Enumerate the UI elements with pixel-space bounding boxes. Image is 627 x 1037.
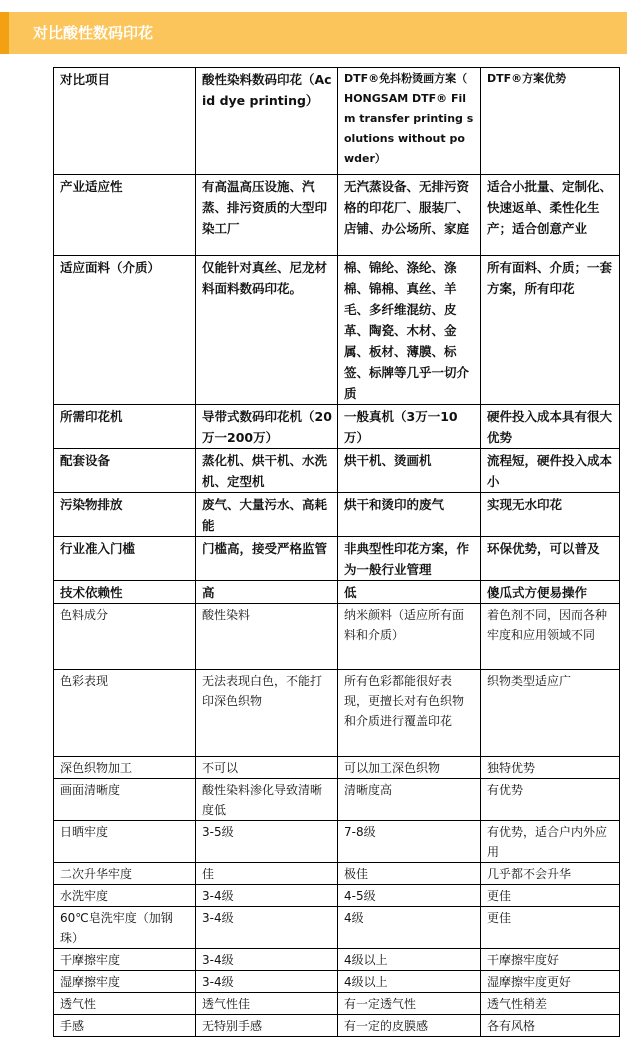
column-header: 酸性染料数码印花（Acid dye printing） <box>196 68 338 175</box>
table-row <box>54 907 620 949</box>
table-row <box>54 949 620 971</box>
table-cell: 流程短，硬件投入成本小 <box>481 449 620 493</box>
table-row <box>54 537 620 581</box>
table-cell: 蒸化机、烘干机、水洗机、定型机 <box>196 449 338 493</box>
table-row <box>54 604 620 670</box>
table-row <box>54 993 620 1015</box>
column-header: DTF®免抖粉烫画方案（ HONGSAM DTF® Film transfer printing solutions without powder） <box>338 68 481 175</box>
table-cell: 佳 <box>196 863 338 885</box>
section-title: 对比酸性数码印花 <box>33 24 154 42</box>
table-cell: 透气性佳 <box>196 993 338 1015</box>
row-label-cell: 透气性 <box>54 993 196 1015</box>
table-cell: 所有色彩都能很好表现，更擅长对有色织物和介质进行覆盖印花 <box>338 670 481 757</box>
table-cell: 着色剂不同，因而各种牢度和应用领域不同 <box>481 604 620 670</box>
table-cell: 仅能针对真丝、尼龙材料面料数码印花。 <box>196 256 338 405</box>
table-cell: 无汽蒸设备、无排污资格的印花厂、服装厂、店铺、办公场所、家庭 <box>338 175 481 256</box>
table-row <box>54 779 620 821</box>
table-cell: 导带式数码印花机（20万一200万） <box>196 405 338 449</box>
table-cell: 纳米颜料（适应所有面料和介质） <box>338 604 481 670</box>
table-cell: 更佳 <box>481 885 620 907</box>
row-label-cell: 适应面料（介质） <box>54 256 196 405</box>
row-label-cell: 技术依赖性 <box>54 581 196 604</box>
table-cell: 湿摩擦牢度更好 <box>481 971 620 993</box>
table-cell: 烘干机、烫画机 <box>338 449 481 493</box>
table-cell: 烘干和烫印的废气 <box>338 493 481 537</box>
table-cell: 4级 <box>338 907 481 949</box>
table-cell: 有优势，适合户内外应用 <box>481 821 620 863</box>
table-row <box>54 971 620 993</box>
table-cell: 极佳 <box>338 863 481 885</box>
table-row <box>54 670 620 757</box>
row-label-cell: 手感 <box>54 1015 196 1037</box>
table-cell: 无特别手感 <box>196 1015 338 1037</box>
row-label-cell: 60℃皂洗牢度（加钢珠） <box>54 907 196 949</box>
table-cell: 4级以上 <box>338 971 481 993</box>
row-label-cell: 二次升华牢度 <box>54 863 196 885</box>
table-cell: 高 <box>196 581 338 604</box>
table-cell: 3-4级 <box>196 949 338 971</box>
table-cell: 各有风格 <box>481 1015 620 1037</box>
table-cell: 织物类型适应广 <box>481 670 620 757</box>
table-cell: 所有面料、介质；一套方案，所有印花 <box>481 256 620 405</box>
table-cell: 硬件投入成本具有很大优势 <box>481 405 620 449</box>
comparison-table <box>53 67 620 1037</box>
table-row <box>54 405 620 449</box>
row-label-cell: 画面清晰度 <box>54 779 196 821</box>
table-cell: 有高温高压设施、汽蒸、排污资质的大型印染工厂 <box>196 175 338 256</box>
table-cell: 3-5级 <box>196 821 338 863</box>
table-cell: 几乎都不会升华 <box>481 863 620 885</box>
table-cell: 有优势 <box>481 779 620 821</box>
table-row <box>54 175 620 256</box>
table-cell: 有一定透气性 <box>338 993 481 1015</box>
table-cell: 酸性染料渗化导致清晰度低 <box>196 779 338 821</box>
row-label-cell: 行业准入门槛 <box>54 537 196 581</box>
table-cell: 7-8级 <box>338 821 481 863</box>
table-cell: 清晰度高 <box>338 779 481 821</box>
table-row <box>54 1015 620 1037</box>
table-cell: 傻瓜式方便易操作 <box>481 581 620 604</box>
table-cell: 4级以上 <box>338 949 481 971</box>
table-cell: 独特优势 <box>481 757 620 779</box>
table-cell: 不可以 <box>196 757 338 779</box>
table-row <box>54 757 620 779</box>
section-header <box>0 12 627 54</box>
table-cell: 有一定的皮膜感 <box>338 1015 481 1037</box>
row-label-cell: 所需印花机 <box>54 405 196 449</box>
table-cell: 适合小批量、定制化、快速返单、柔性化生产；适合创意产业 <box>481 175 620 256</box>
table-cell: 4-5级 <box>338 885 481 907</box>
table-cell: 3-4级 <box>196 885 338 907</box>
table-cell: 环保优势，可以普及 <box>481 537 620 581</box>
table-row <box>54 493 620 537</box>
table-cell: 废气、大量污水、高耗能 <box>196 493 338 537</box>
table-cell: 3-4级 <box>196 971 338 993</box>
row-label-cell: 湿摩擦牢度 <box>54 971 196 993</box>
row-label-cell: 水洗牢度 <box>54 885 196 907</box>
row-label-cell: 日晒牢度 <box>54 821 196 863</box>
column-header: DTF®方案优势 <box>481 68 620 175</box>
row-label-cell: 色彩表现 <box>54 670 196 757</box>
row-label-cell: 污染物排放 <box>54 493 196 537</box>
row-label-cell: 产业适应性 <box>54 175 196 256</box>
table-cell: 无法表现白色，不能打印深色织物 <box>196 670 338 757</box>
table-cell: 3-4级 <box>196 907 338 949</box>
table-row <box>54 885 620 907</box>
column-header: 对比项目 <box>54 68 196 175</box>
table-cell: 酸性染料 <box>196 604 338 670</box>
table-row <box>54 449 620 493</box>
table-cell: 可以加工深色织物 <box>338 757 481 779</box>
table-row <box>54 581 620 604</box>
table-cell: 透气性稍差 <box>481 993 620 1015</box>
table-row <box>54 863 620 885</box>
table-cell: 低 <box>338 581 481 604</box>
table-row <box>54 256 620 405</box>
table-header-row <box>54 68 620 175</box>
table-cell: 干摩擦牢度好 <box>481 949 620 971</box>
table-cell: 门槛高，接受严格监管 <box>196 537 338 581</box>
table-row <box>54 821 620 863</box>
row-label-cell: 深色织物加工 <box>54 757 196 779</box>
table-cell: 更佳 <box>481 907 620 949</box>
table-cell: 棉、锦纶、涤纶、涤棉、锦棉、真丝、羊毛、多纤维混纺、皮革、陶瓷、木材、金属、板材、薄膜、标签、标牌等几乎一切介质 <box>338 256 481 405</box>
row-label-cell: 色料成分 <box>54 604 196 670</box>
table-cell: 实现无水印花 <box>481 493 620 537</box>
table-cell: 一般真机（3万一10万） <box>338 405 481 449</box>
row-label-cell: 配套设备 <box>54 449 196 493</box>
table-cell: 非典型性印花方案，作为一般行业管理 <box>338 537 481 581</box>
row-label-cell: 干摩擦牢度 <box>54 949 196 971</box>
header-accent-bar <box>0 12 9 54</box>
